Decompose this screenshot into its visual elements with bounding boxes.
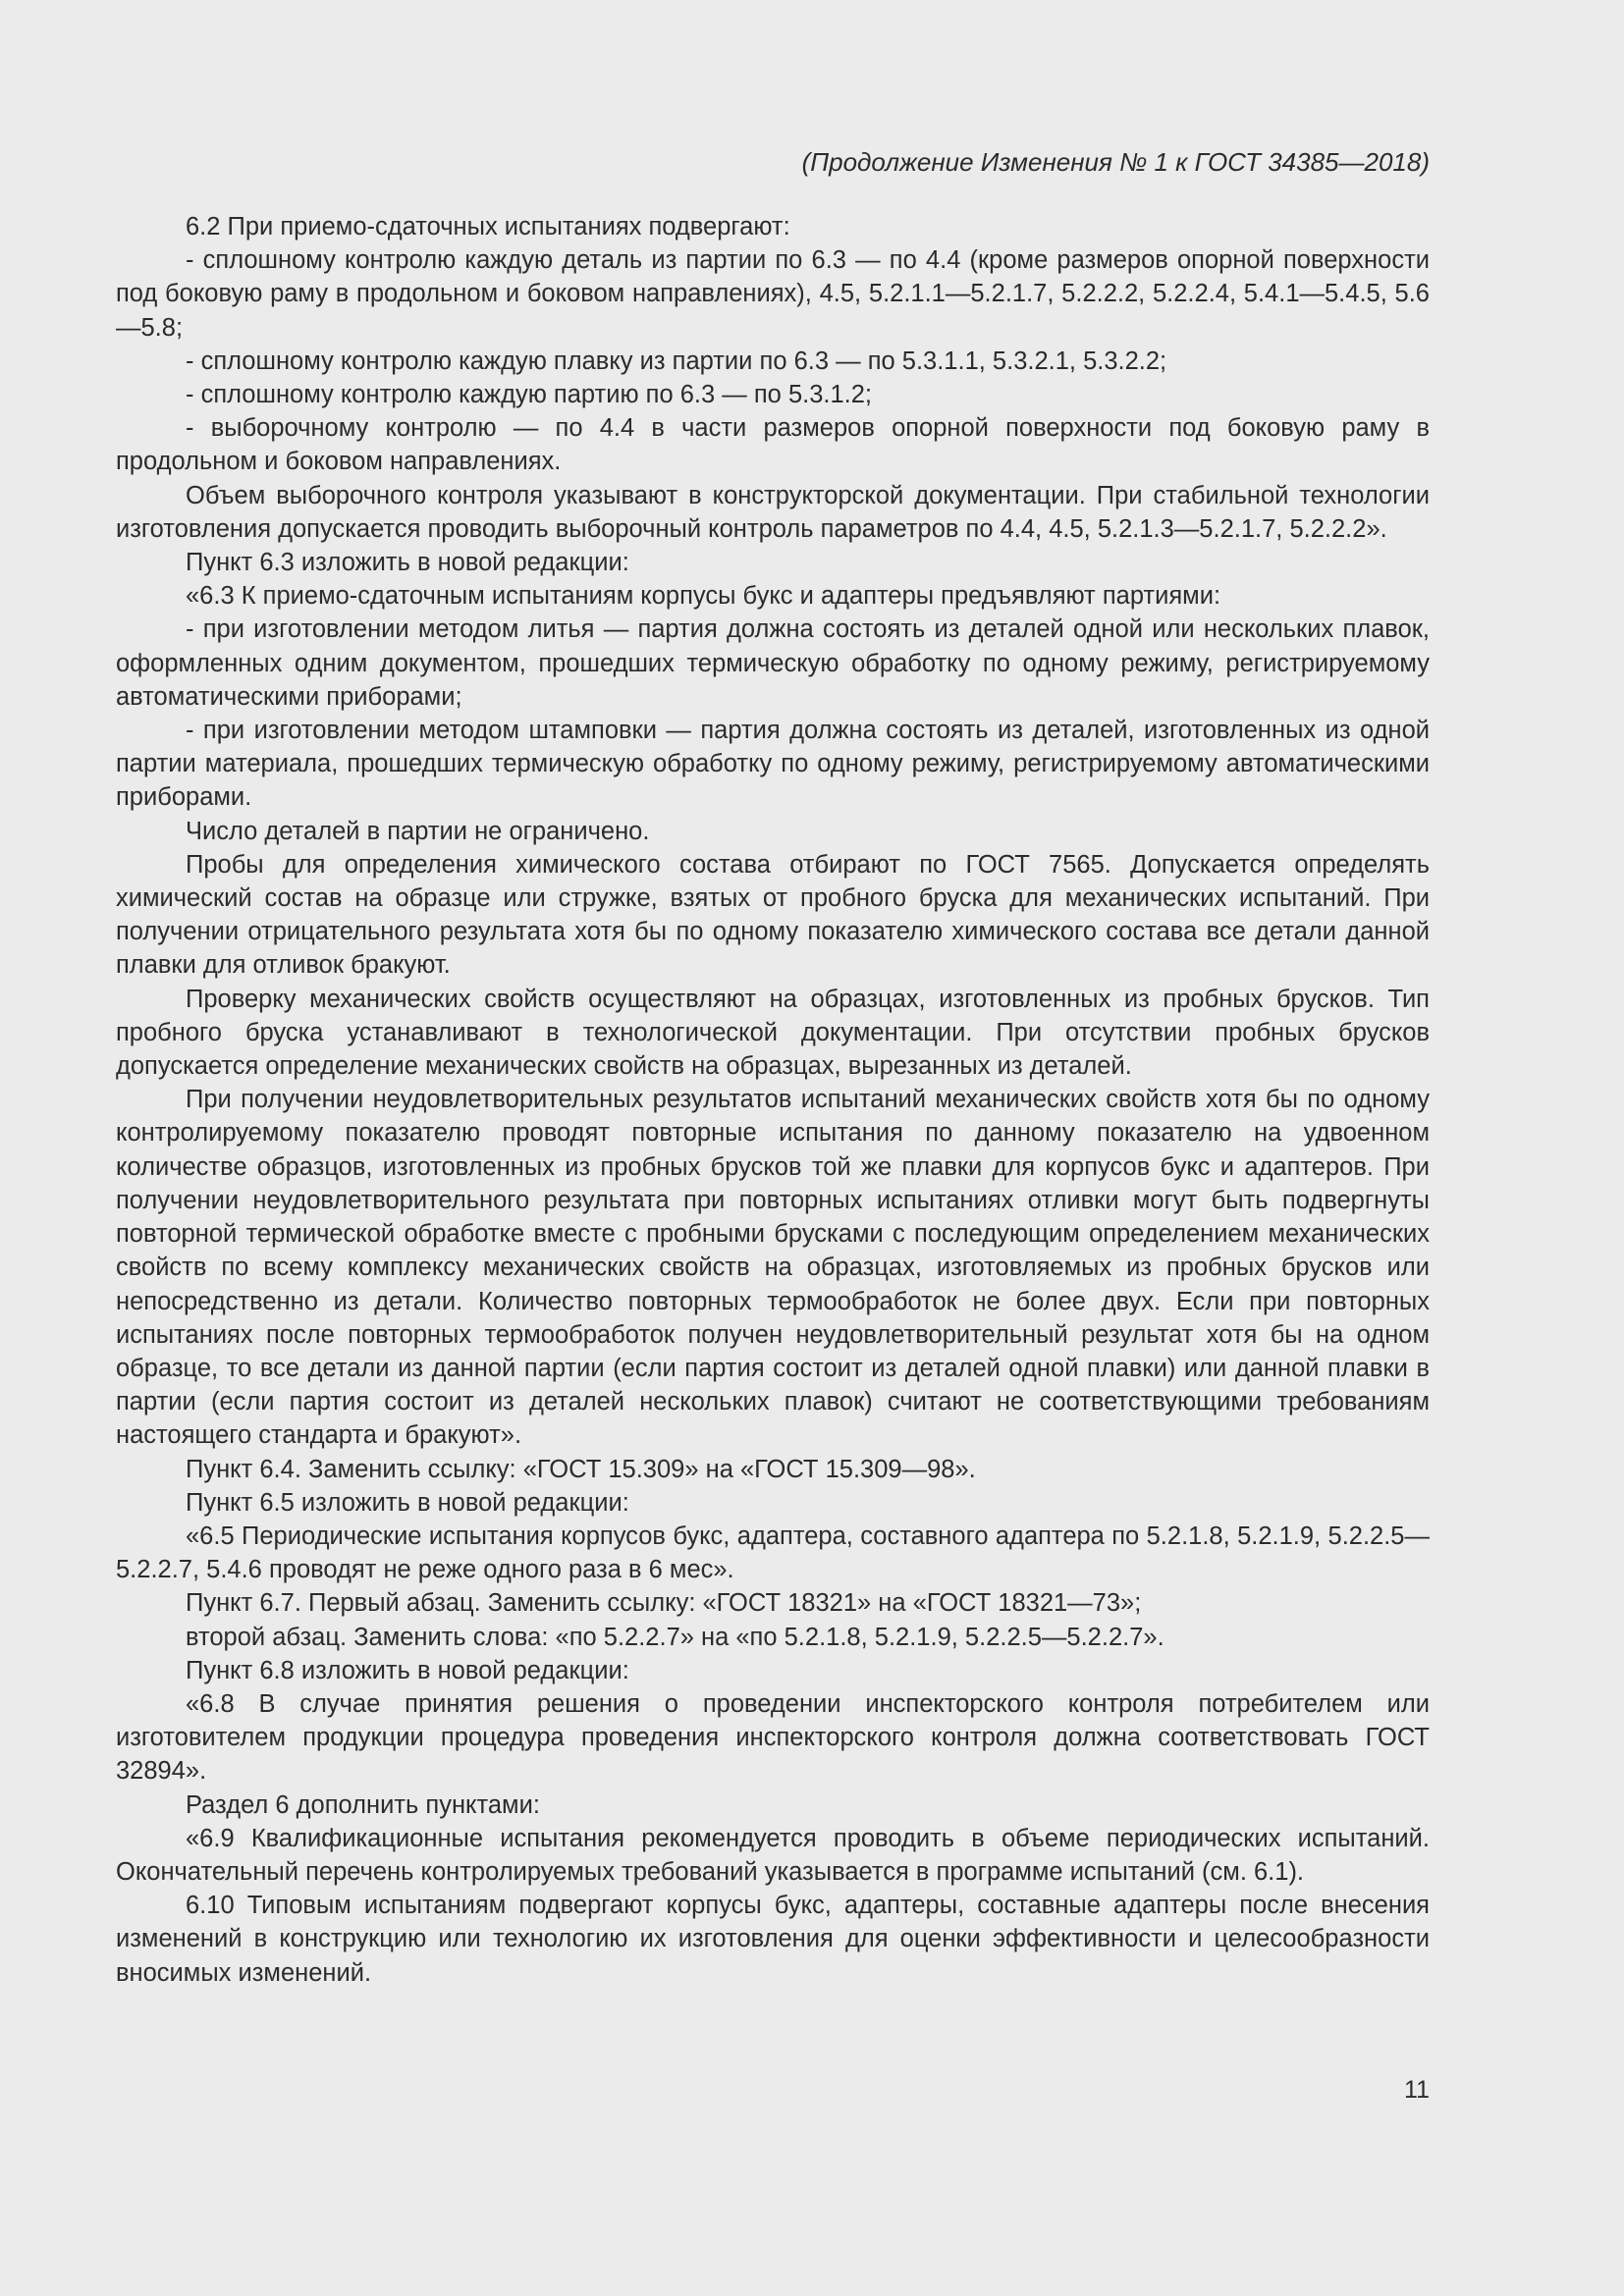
paragraph-6-8-text: «6.8 В случае принятия решения о проведении инспекторского контроля потребителем или изготовителем продукции процедура проведения инспекторского контроля должна соответствовать ГОСТ 32894». xyxy=(116,1689,1430,1786)
body-text xyxy=(116,210,1430,1990)
paragraph-clause-6-7-first: Пункт 6.7. Первый абзац. Заменить ссылку: «ГОСТ 18321» на «ГОСТ 18321—73»; xyxy=(186,1589,1142,1618)
paragraph-6-2-intro: 6.2 При приемо-сдаточных испытаниях подвергают: xyxy=(186,213,790,240)
running-header: (Продолжение Изменения № 1 к ГОСТ 34385—2018) xyxy=(801,147,1430,177)
list-item-continuous-control-melt: - сплошному контролю каждую плавку из партии по 6.3 — по 5.3.1.1, 5.3.2.1, 5.3.2.2; xyxy=(186,347,1167,375)
paragraph-section-6-supplement: Раздел 6 дополнить пунктами: xyxy=(186,1790,540,1819)
paragraph-mechanical-properties: Проверку механических свойств осуществляют на образцах, изготовленных из пробных брусков. Тип пробного бруска устанавливают в технологической документации. При отсутствии пробных брусков допускается определение механических свойств на образцах, вырезанных из деталей. xyxy=(116,985,1430,1081)
list-item-stamping-method: - при изготовлении методом штамповки — партия должна состоять из деталей, изготовленных из одной партии материала, прошедших термическую обработку по одному режиму, регистрируемому автоматическими приборами. xyxy=(116,717,1430,812)
paragraph-clause-6-4: Пункт 6.4. Заменить ссылку: «ГОСТ 15.309» на «ГОСТ 15.309—98». xyxy=(186,1455,976,1483)
paragraph-repeat-tests: При получении неудовлетворительных результатов испытаний механических свойств хотя бы по одному контролируемому показателю проводят повторные испытания по данному показателю на удвоенном количестве образцов, изготовленных из пробных брусков той же плавки для корпусов букс и адаптеров. При получении неудовлетворительного результата при повторных испытаниях отливки могут быть подвергнуты повторной термической обработке вместе с пробными брусками с последующим определением механических свойств по всему комплексу механических свойств на образцах, изготовляемых из пробных брусков или непосредственно из детали. Количество повторных термообработок не более двух. Если при повторных испытаниях после повторных термообработок получен неудовлетворительный результат хотя бы на одном образце, то все детали из данной партии (если партия состоит из деталей одной плавки) или данной плавки в партии (если партия состоит из деталей нескольких плавок) считают не соответствующими требованиям настоящего стандарта и бракуют». xyxy=(116,1086,1430,1450)
paragraph-selective-control-volume: Объем выборочного контроля указывают в конструкторской документации. При стабильной технологии изготовления допускается проводить выборочный контроль параметров по 4.4, 4.5, 5.2.1.3—5.2.1.7, 5.2.2.2». xyxy=(116,481,1430,543)
paragraph-clause-6-5-instruction: Пункт 6.5 изложить в новой редакции: xyxy=(186,1488,629,1517)
paragraph-6-3-intro: «6.3 К приемо-сдаточным испытаниям корпусы букс и адаптеры предъявляют партиями: xyxy=(186,582,1221,611)
list-item-selective-control: - выборочному контролю — по 4.4 в части размеров опорной поверхности под боковую раму в продольном и боковом направлениях. xyxy=(116,414,1430,476)
list-item-continuous-control-batch: - сплошному контролю каждую партию по 6.3 — по 5.3.1.2; xyxy=(186,381,873,409)
paragraph-batch-size: Число деталей в партии не ограничено. xyxy=(186,817,650,845)
paragraph-clause-6-8-instruction: Пункт 6.8 изложить в новой редакции: xyxy=(186,1656,629,1684)
paragraph-chemical-samples: Пробы для определения химического состава отбирают по ГОСТ 7565. Допускается определять химический состав на образце или стружке, взятых от пробного бруска для механических испытаний. При получении отрицательного результата хотя бы по одному показателю химического состава все детали данной плавки для отливок бракуют. xyxy=(116,850,1430,980)
list-item-continuous-control-part: - сплошному контролю каждую деталь из партии по 6.3 — по 4.4 (кроме размеров опорной поверхности под боковую раму в продольном и боковом направлениях), 4.5, 5.2.1.1—5.2.1.7, 5.2.2.2, 5.2.2.4, 5.4.1—5.4.5, 5.6—5.8; xyxy=(116,246,1430,342)
list-item-casting-method: - при изготовлении методом литья — партия должна состоять из деталей одной или нескольких плавок, оформленных одним документом, прошедших термическую обработку по одному режиму, регистрируемому автоматическими приборами; xyxy=(116,615,1430,711)
paragraph-6-10-text: 6.10 Типовым испытаниям подвергают корпусы букс, адаптеры, составные адаптеры после внесения изменений в конструкцию или технологию их изготовления для оценки эффективности и целесообразности вносимых изменений. xyxy=(116,1892,1430,1987)
paragraph-6-9-text: «6.9 Квалификационные испытания рекомендуется проводить в объеме периодических испытаний. Окончательный перечень контролируемых требований указывается в программе испытаний (см. 6.1). xyxy=(116,1824,1430,1886)
document-page xyxy=(116,0,1430,2296)
paragraph-clause-6-7-second: второй абзац. Заменить слова: «по 5.2.2.7» на «по 5.2.1.8, 5.2.1.9, 5.2.2.5—5.2.2.7». xyxy=(186,1623,1164,1651)
paragraph-6-5-text: «6.5 Периодические испытания корпусов букс, адаптера, составного адаптера по 5.2.1.8, 5.2.1.9, 5.2.2.5—5.2.2.7, 5.4.6 проводят не реже одного раза в 6 мес». xyxy=(116,1522,1430,1584)
paragraph-clause-6-3-instruction: Пункт 6.3 изложить в новой редакции: xyxy=(186,549,629,577)
page-number: 11 xyxy=(1404,2076,1430,2104)
